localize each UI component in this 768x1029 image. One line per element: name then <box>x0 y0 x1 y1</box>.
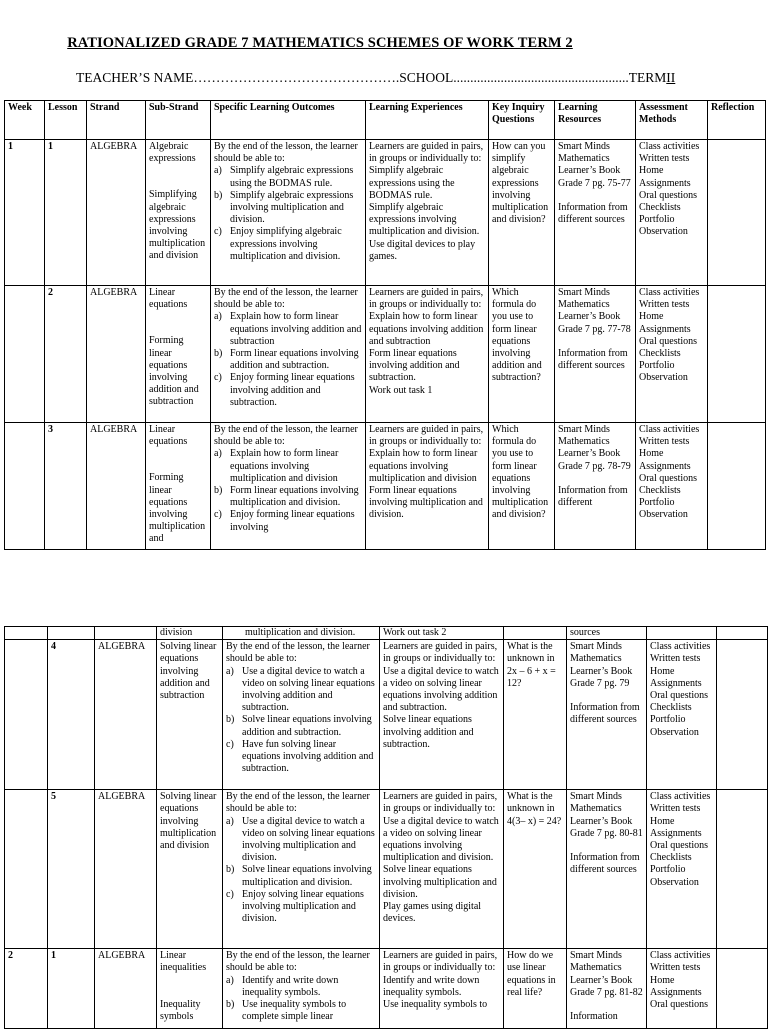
outcome-marker: b) <box>226 714 235 726</box>
resources-cell <box>555 140 636 286</box>
experience-item: Play games using digital devices. <box>383 901 482 925</box>
sub-strand-text: Solving linear equations involving addition and subtraction <box>160 641 217 702</box>
outcome-item <box>214 485 362 509</box>
assessment-item: Portfolio <box>639 360 675 372</box>
resources-cell <box>567 640 647 790</box>
experience-item: Solve linear equations involving multiplication and division. <box>383 864 497 900</box>
outcome-text: Identify and write down inequality symbols. <box>242 974 339 998</box>
header-key-inquiry-questions: Key Inquiry Questions <box>489 101 555 140</box>
header-lesson: Lesson <box>45 101 87 140</box>
inquiry-question: How can you simplify algebraic expressions involving multiplication and division? <box>492 141 549 226</box>
continuation-row <box>5 627 768 640</box>
experience-item: Learners are guided in pairs, in groups or individually to: <box>383 950 498 974</box>
experiences-cell <box>380 640 504 790</box>
outcomes-intro: By the end of the lesson, the learner should be able to: <box>214 424 358 448</box>
outcome-marker: a) <box>226 974 234 986</box>
resource-other: Information from different <box>558 484 628 509</box>
assessment-item: Portfolio <box>639 497 675 509</box>
reflection-cell <box>717 790 768 949</box>
outcome-text: Use a digital device to watch a video on solving linear equations involving addition and subtraction. <box>242 665 375 714</box>
outcome-text: Enjoy forming linear equations involving addition and subtraction. <box>230 372 355 408</box>
lesson-number: 1 <box>51 950 56 962</box>
outcome-item <box>214 509 362 533</box>
outcome-text: Form linear equations involving multiplication and division. <box>230 485 359 509</box>
assessment-item: Home Assignments <box>639 165 691 189</box>
table-row <box>5 140 766 286</box>
outcome-text: Explain how to form linear equations involving multiplication and division <box>230 448 339 484</box>
assessment-item: Oral questions <box>639 335 698 347</box>
outcome-marker: c) <box>214 226 222 238</box>
assessment-item: Written tests <box>650 653 701 665</box>
outcome-item <box>226 739 376 776</box>
assessment-item: Observation <box>639 372 688 384</box>
outcome-item <box>214 165 362 189</box>
scheme-table-page1 <box>4 100 766 550</box>
assessment-item: Home Assignments <box>639 448 691 472</box>
sub-strand-detail: Inequality symbols <box>160 998 201 1022</box>
experiences-cell <box>380 790 504 949</box>
outcome-text: Explain how to form linear equations involving addition and subtraction <box>230 311 362 347</box>
assessment-item: Oral questions <box>639 472 698 484</box>
sub-strand-title: Algebraic expressions <box>149 141 196 165</box>
outcome-item <box>226 714 376 738</box>
strand-cell <box>95 640 157 790</box>
assessment-cell <box>647 949 717 1029</box>
resource-other: Information from different sources <box>558 347 628 372</box>
cont-sub-strand: division <box>157 627 223 640</box>
experience-item: Learners are guided in pairs, in groups or individually to: <box>369 424 484 448</box>
outcomes-intro: By the end of the lesson, the learner should be able to: <box>214 141 358 165</box>
outcomes-intro: By the end of the lesson, the learner should be able to: <box>226 791 370 815</box>
strand-text: ALGEBRA <box>90 287 138 298</box>
outcome-item <box>226 864 376 888</box>
teacher-school-term-line <box>76 70 675 86</box>
resource-book: Smart Minds Mathematics Learner’s Book Grade 7 pg. 75-77 <box>558 141 631 189</box>
assessment-item: Home Assignments <box>650 974 702 998</box>
experience-item: Form linear equations involving multiplication and division. <box>369 485 483 521</box>
sub-strand-cell <box>157 640 223 790</box>
lesson-number: 5 <box>51 791 56 803</box>
outcome-marker: c) <box>226 888 234 900</box>
assessment-item: Home Assignments <box>650 665 702 689</box>
resources-cell <box>567 949 647 1029</box>
lesson-cell <box>48 790 95 949</box>
outcome-item <box>226 666 376 715</box>
outcome-item <box>226 999 376 1023</box>
experience-item: Work out task 1 <box>369 384 433 396</box>
outcome-marker: c) <box>214 509 222 521</box>
lesson-cell <box>45 423 87 550</box>
resource-book: Smart Minds Mathematics Learner’s Book Grade 7 pg. 79 <box>570 641 633 689</box>
resources-cell <box>567 790 647 949</box>
outcomes-cell <box>223 790 380 949</box>
experiences-cell <box>366 286 489 423</box>
assessment-item: Portfolio <box>639 214 675 226</box>
resource-other: Information <box>570 1011 618 1023</box>
assessment-item: Checklists <box>650 852 692 864</box>
assessment-item: Oral questions <box>650 840 709 852</box>
experiences-cell <box>366 140 489 286</box>
lesson-cell <box>45 286 87 423</box>
header-reflection: Reflection <box>708 101 766 140</box>
header-assessment-methods: Assessment Methods <box>636 101 708 140</box>
outcome-text: Enjoy forming linear equations involving <box>230 509 355 533</box>
outcome-item <box>214 311 362 348</box>
assessment-item: Observation <box>650 726 699 738</box>
sub-strand-cell <box>157 949 223 1029</box>
sub-strand-detail: Simplifying algebraic expressions involving multiplication and division <box>149 189 206 262</box>
assessment-item: Observation <box>639 509 688 521</box>
outcomes-cell <box>223 949 380 1029</box>
outcome-text: Use a digital device to watch a video on solving linear equations involving multiplication and division. <box>242 815 375 864</box>
assessment-cell <box>636 286 708 423</box>
outcome-marker: b) <box>214 348 223 360</box>
outcome-item <box>214 372 362 409</box>
assessment-item: Oral questions <box>650 690 709 702</box>
outcome-text: Enjoy simplifying algebraic expressions involving multiplication and division. <box>230 226 342 262</box>
outcome-text: Form linear equations involving addition and subtraction. <box>230 348 359 372</box>
assessment-item: Written tests <box>639 299 690 311</box>
inquiry-question-cell <box>504 640 567 790</box>
resource-other: Information from different sources <box>570 852 640 876</box>
assessment-item: Class activities <box>650 641 711 653</box>
inquiry-question: How do we use linear equations in real life? <box>507 950 556 998</box>
table-row <box>5 286 766 423</box>
assessment-item: Checklists <box>639 348 681 360</box>
outcome-text: Enjoy solving linear equations involving multiplication and division. <box>242 888 364 925</box>
assessment-item: Portfolio <box>650 864 686 876</box>
outcome-marker: b) <box>214 189 223 201</box>
header-specific-learning-outcomes: Specific Learning Outcomes <box>211 101 366 140</box>
table-row <box>5 949 768 1029</box>
inquiry-question-cell <box>504 949 567 1029</box>
inquiry-question-cell <box>504 790 567 949</box>
outcome-text: Solve linear equations involving multiplication and division. <box>242 864 372 888</box>
document-title: RATIONALIZED GRADE 7 MATHEMATICS SCHEMES OF WORK TERM 2 <box>67 35 573 51</box>
experience-item: Explain how to form linear equations involving multiplication and division <box>369 448 478 484</box>
experience-item: Simplify algebraic expressions involving multiplication and division. <box>369 202 480 238</box>
outcome-text: Simplify algebraic expressions using the BODMAS rule. <box>230 165 354 189</box>
experience-item: Identify and write down inequality symbols. <box>383 974 480 998</box>
strand-text: ALGEBRA <box>90 141 138 152</box>
outcome-text: Solve linear equations involving addition and subtraction. <box>242 714 372 738</box>
scheme-table-page2 <box>4 626 768 1029</box>
reflection-cell <box>708 423 766 550</box>
table-row <box>5 790 768 949</box>
strand-text: ALGEBRA <box>98 641 146 653</box>
outcome-text: Have fun solving linear equations involving addition and subtraction. <box>242 738 374 775</box>
week-number: 2 <box>8 950 13 962</box>
strand-text: ALGEBRA <box>90 424 138 435</box>
teacher-name-label: TEACHER’S NAME……………………………………….SCHOOL <box>76 70 454 85</box>
outcome-text: Simplify algebraic expressions involving multiplication and division. <box>230 189 354 226</box>
cont-outcomes: multiplication and division. <box>223 627 380 640</box>
sub-strand-title: Linear equations <box>149 424 188 448</box>
header-learning-resources: Learning Resources <box>555 101 636 140</box>
resource-book: Smart Minds Mathematics Learner’s Book Grade 7 pg. 78-79 <box>558 424 631 472</box>
outcome-item <box>226 816 376 865</box>
strand-text: ALGEBRA <box>98 791 146 803</box>
table-row <box>5 640 768 790</box>
week-cell <box>5 423 45 550</box>
header-sub-strand: Sub-Strand <box>146 101 211 140</box>
reflection-cell <box>708 286 766 423</box>
experience-item: Use a digital device to watch a video on solving linear equations involving addition and subtraction. <box>383 665 499 714</box>
reflection-cell <box>717 949 768 1029</box>
inquiry-question-cell <box>489 423 555 550</box>
outcome-marker: a) <box>214 448 222 460</box>
assessment-item: Class activities <box>639 424 700 435</box>
week-cell <box>5 286 45 423</box>
experience-item: Learners are guided in pairs, in groups or individually to: <box>383 791 498 815</box>
week-number: 1 <box>8 141 13 152</box>
term-label: TERM <box>628 70 667 85</box>
outcome-marker: c) <box>226 738 234 750</box>
experience-item: Form linear equations involving addition and subtraction. <box>369 348 460 384</box>
outcome-item <box>214 348 362 372</box>
inquiry-question-cell <box>489 286 555 423</box>
assessment-item: Written tests <box>639 436 690 448</box>
sub-strand-cell <box>146 286 211 423</box>
sub-strand-cell <box>157 790 223 949</box>
assessment-cell <box>636 423 708 550</box>
assessment-item: Observation <box>639 226 688 238</box>
assessment-cell <box>636 140 708 286</box>
assessment-item: Portfolio <box>650 714 686 726</box>
assessment-cell <box>647 790 717 949</box>
assessment-item: Written tests <box>650 803 701 815</box>
cont-experiences: Work out task 2 <box>380 627 504 640</box>
lesson-number: 4 <box>51 641 56 653</box>
week-cell <box>5 640 48 790</box>
outcomes-cell <box>211 423 366 550</box>
sub-strand-detail: Forming linear equations involving addition and subtraction <box>149 335 199 408</box>
experience-item: Use inequality symbols to <box>383 999 488 1011</box>
outcomes-intro: By the end of the lesson, the learner should be able to: <box>214 287 358 311</box>
experience-item: Use a digital device to watch a video on solving linear equations involving multiplication and division. <box>383 815 499 864</box>
assessment-item: Written tests <box>639 153 690 165</box>
outcome-marker: c) <box>214 372 222 384</box>
experience-item: Use digital devices to play games. <box>369 238 476 262</box>
resources-cell <box>555 423 636 550</box>
header-learning-experiences: Learning Experiences <box>366 101 489 140</box>
assessment-item: Checklists <box>639 202 681 214</box>
outcome-marker: a) <box>214 311 222 323</box>
sub-strand-title: Linear inequalities <box>160 950 207 974</box>
assessment-item: Class activities <box>639 141 700 152</box>
outcome-item <box>214 190 362 227</box>
outcome-marker: b) <box>226 999 235 1011</box>
lesson-number: 2 <box>48 287 53 298</box>
experience-item: Learners are guided in pairs, in groups or individually to: <box>369 287 484 311</box>
reflection-cell <box>708 140 766 286</box>
experience-item: Explain how to form linear equations involving addition and subtraction <box>369 311 484 347</box>
outcome-item <box>226 889 376 926</box>
sub-strand-cell <box>146 140 211 286</box>
assessment-item: Home Assignments <box>650 815 702 839</box>
sub-strand-detail: Forming linear equations involving multiplication and <box>149 472 206 545</box>
experience-item: Learners are guided in pairs, in groups or individually to: <box>383 641 498 665</box>
outcome-marker: b) <box>214 485 223 497</box>
outcome-item <box>214 226 362 263</box>
experience-item: Simplify algebraic expressions using the BODMAS rule. <box>369 165 455 201</box>
resource-book: Smart Minds Mathematics Learner’s Book Grade 7 pg. 77-78 <box>558 287 631 335</box>
outcome-marker: a) <box>214 165 222 177</box>
header-strand: Strand <box>87 101 146 140</box>
resources-cell <box>555 286 636 423</box>
strand-cell <box>95 949 157 1029</box>
lesson-cell <box>48 640 95 790</box>
strand-cell <box>87 286 146 423</box>
outcome-text: Use inequality symbols to complete simple linear <box>242 999 347 1023</box>
strand-cell <box>87 140 146 286</box>
inquiry-question: Which formula do you use to form linear equations involving addition and subtraction? <box>492 287 542 384</box>
header-week: Week <box>5 101 45 140</box>
week-cell <box>5 140 45 286</box>
assessment-item: Written tests <box>650 962 701 974</box>
lesson-number: 3 <box>48 424 53 435</box>
inquiry-question: What is the unknown in 2x – 6 + x = 12? <box>507 641 556 689</box>
outcome-marker: b) <box>226 864 235 876</box>
strand-text: ALGEBRA <box>98 950 146 962</box>
inquiry-question-cell <box>489 140 555 286</box>
assessment-item: Home Assignments <box>639 311 691 335</box>
sub-strand-cell <box>146 423 211 550</box>
experiences-cell <box>380 949 504 1029</box>
week-cell <box>5 949 48 1029</box>
assessment-item: Class activities <box>639 287 700 298</box>
lesson-number: 1 <box>48 141 53 152</box>
outcomes-intro: By the end of the lesson, the learner should be able to: <box>226 950 370 974</box>
outcomes-cell <box>211 140 366 286</box>
resource-book: Smart Minds Mathematics Learner’s Book Grade 7 pg. 81-82 <box>570 950 643 998</box>
experience-item: Solve linear equations involving addition and subtraction. <box>383 714 474 750</box>
header-row <box>5 101 766 140</box>
reflection-cell <box>717 640 768 790</box>
strand-cell <box>95 790 157 949</box>
outcome-marker: a) <box>226 815 234 827</box>
assessment-item: Oral questions <box>639 189 698 201</box>
assessment-item: Observation <box>650 876 699 888</box>
outcome-marker: a) <box>226 665 234 677</box>
outcomes-intro: By the end of the lesson, the learner should be able to: <box>226 641 370 665</box>
outcome-item <box>226 975 376 999</box>
resource-other: Information from different sources <box>570 702 640 726</box>
assessment-item: Class activities <box>650 791 711 803</box>
lesson-cell <box>48 949 95 1029</box>
sub-strand-text: Solving linear equations involving multiplication and division <box>160 791 217 852</box>
resource-other: Information from different sources <box>558 201 628 226</box>
strand-cell <box>87 423 146 550</box>
resource-book: Smart Minds Mathematics Learner’s Book Grade 7 pg. 80-81 <box>570 791 643 839</box>
assessment-item: Oral questions <box>650 999 709 1011</box>
week-cell <box>5 790 48 949</box>
assessment-item: Checklists <box>639 485 681 497</box>
assessment-item: Class activities <box>650 950 711 962</box>
assessment-item: Checklists <box>650 702 692 714</box>
inquiry-question: What is the unknown in 4(3– x) = 24? <box>507 791 562 827</box>
inquiry-question: Which formula do you use to form linear equations involving multiplication and division? <box>492 424 549 521</box>
outcomes-cell <box>211 286 366 423</box>
outcome-item <box>214 448 362 485</box>
school-dots: .................................................... <box>453 70 629 85</box>
assessment-cell <box>647 640 717 790</box>
outcomes-cell <box>223 640 380 790</box>
experience-item: Learners are guided in pairs, in groups or individually to: <box>369 141 484 165</box>
lesson-cell <box>45 140 87 286</box>
sub-strand-title: Linear equations <box>149 287 188 311</box>
term-value: II <box>666 70 676 85</box>
table-row <box>5 423 766 550</box>
cont-resources: sources <box>567 627 647 640</box>
experiences-cell <box>366 423 489 550</box>
